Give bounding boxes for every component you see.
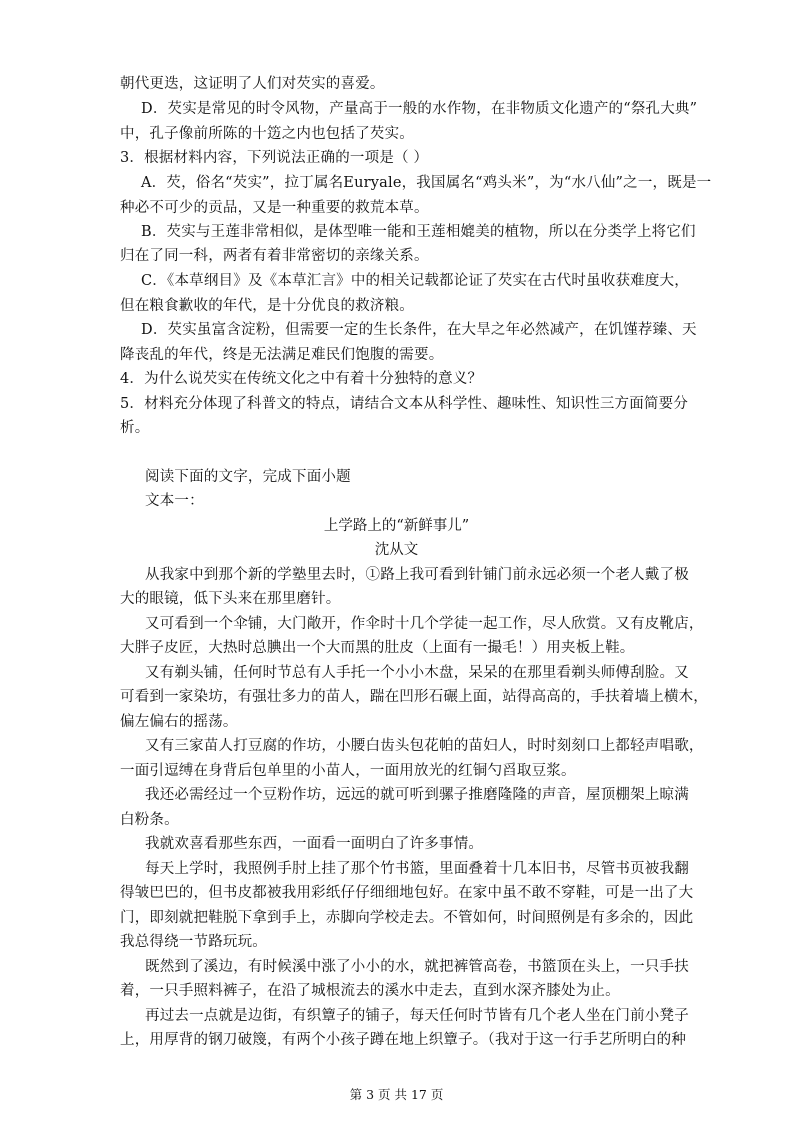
paragraph-line: 又有剃头铺，任何时节总有人手托一个小小木盘，呆呆的在那里看剃头师傅刮脸。又 [145, 665, 689, 681]
paragraph-line: 既然到了溪边，有时候溪中涨了小小的水，就把裤管高卷，书篮顶在头上，一只手扶 [145, 959, 689, 975]
article-author: 沈从文 [374, 542, 419, 558]
paragraph-line: 偏左偏右的摇荡。 [120, 714, 238, 730]
q3-option-d: 降丧乱的年代，终是无法满足难民们饱腹的需要。 [120, 347, 444, 363]
paragraph-line: 每天上学时，我照例手肘上挂了那个竹书篮，里面叠着十几本旧书，尽管书页被我翻 [145, 861, 689, 877]
paragraph-line: 再过去一点就是边街，有织簟子的铺子，每天任何时节皆有几个老人坐在门前小凳子 [145, 1008, 689, 1024]
page-footer: 第 3 页 共 17 页 [349, 1087, 444, 1102]
paragraph-line: 大胖子皮匠，大热时总腆出一个大而黑的肚皮（上面有一撮毛！）用夹板上鞋。 [120, 640, 635, 656]
q2-option-d-line: D．芡实是常见的时令风物，产量高于一般的水作物，在非物质文化遗产的“祭孔大典” [141, 101, 698, 117]
paragraph-line: 上，用厚背的钢刀破篾，有两个小孩子蹲在地上织簟子。（我对于这一行手艺所明白的种 [120, 1032, 687, 1048]
paragraph-line: 大的眼镜，低下头来在那里磨针。 [120, 591, 341, 607]
text-label: 文本一： [145, 493, 204, 509]
paragraph-line: 门，即刻就把鞋脱下拿到手上，赤脚向学校走去。不管如何，时间照例是有多余的，因此 [120, 910, 694, 926]
q3-option-d: D．芡实虽富含淀粉，但需要一定的生长条件，在大旱之年必然减产，在饥馑荐臻、天 [141, 322, 697, 338]
q3-option-b: 归在了同一科，两者有着非常密切的亲缘关系。 [120, 248, 429, 264]
paragraph-line: 我还必需经过一个豆粉作坊，远远的就可听到骡子推磨隆隆的声音，屋顶棚架上晾满 [145, 787, 689, 803]
paragraph-line: 我总得绕一节路玩玩。 [120, 934, 267, 950]
paragraph-line: 又可看到一个伞铺，大门敞开，作伞时十几个学徒一起工作，尽人欣赏。又有皮靴店， [145, 616, 704, 632]
q3-option-c: 但在粮食歉收的年代，是十分优良的救济粮。 [120, 298, 414, 314]
paragraph-line: 一面引逗缚在身背后包单里的小苗人，一面用放光的红铜勺舀取豆浆。 [120, 763, 576, 779]
article-title: 上学路上的“新鲜事儿” [323, 518, 470, 534]
question-5: 5．材料充分体现了科普文的特点，请结合文本从科学性、趣味性、知识性三方面简要分 [120, 396, 689, 412]
paragraph-line: 着，一只手照料裤子，在沿了城根流去的溪水中走去，直到水深齐膝处为止。 [120, 983, 620, 999]
paragraph-line: 我就欢喜看那些东西，一面看一面明白了许多事情。 [145, 836, 484, 852]
q3-option-a: A．芡，俗名“芡实”，拉丁属名Euryale，我国属名“鸡头米”，为“水八仙”之一，既是一 [141, 175, 712, 191]
paragraph-line: 白粉条。 [120, 812, 179, 828]
q3-option-a: 种必不可少的贡品，又是一种重要的救荒本草。 [120, 200, 429, 216]
paragraph-line: 得皱巴巴的，但书皮都被我用彩纸仔仔细细地包好。在家中虽不敢不穿鞋，可是一出了大 [120, 885, 694, 901]
question-3-stem: 3．根据材料内容，下列说法正确的一项是（ ） [120, 150, 429, 166]
paragraph-line: 又有三家苗人打豆腐的作坊，小腰白齿头包花帕的苗妇人，时时刻刻口上都轻声唱歌， [145, 738, 704, 754]
q3-option-c: C．《本草纲目》及《本草汇言》中的相关记载都论证了芡实在古代时虽收获难度大， [141, 273, 689, 289]
reading-instruction: 阅读下面的文字，完成下面小题 [145, 469, 351, 485]
paragraph-line: 可看到一家染坊，有强壮多力的苗人，踹在凹形石碾上面，站得高高的，手扶着墙上横木， [120, 689, 708, 705]
paragraph-line: 从我家中到那个新的学塾里去时，①路上我可看到针铺门前永远必须一个老人戴了极 [145, 567, 689, 583]
question-5: 析。 [120, 420, 150, 436]
q3-option-b: B．芡实与王莲非常相似，是体型唯一能和王莲相媲美的植物，所以在分类学上将它们 [141, 224, 696, 240]
q2-option-d-line: 中，孔子像前所陈的十笾之内也包括了芡实。 [120, 126, 414, 142]
q2-tail-line: 朝代更迭，这证明了人们对芡实的喜爱。 [120, 76, 385, 92]
question-4: 4．为什么说芡实在传统文化之中有着十分独特的意义？ [120, 371, 483, 387]
